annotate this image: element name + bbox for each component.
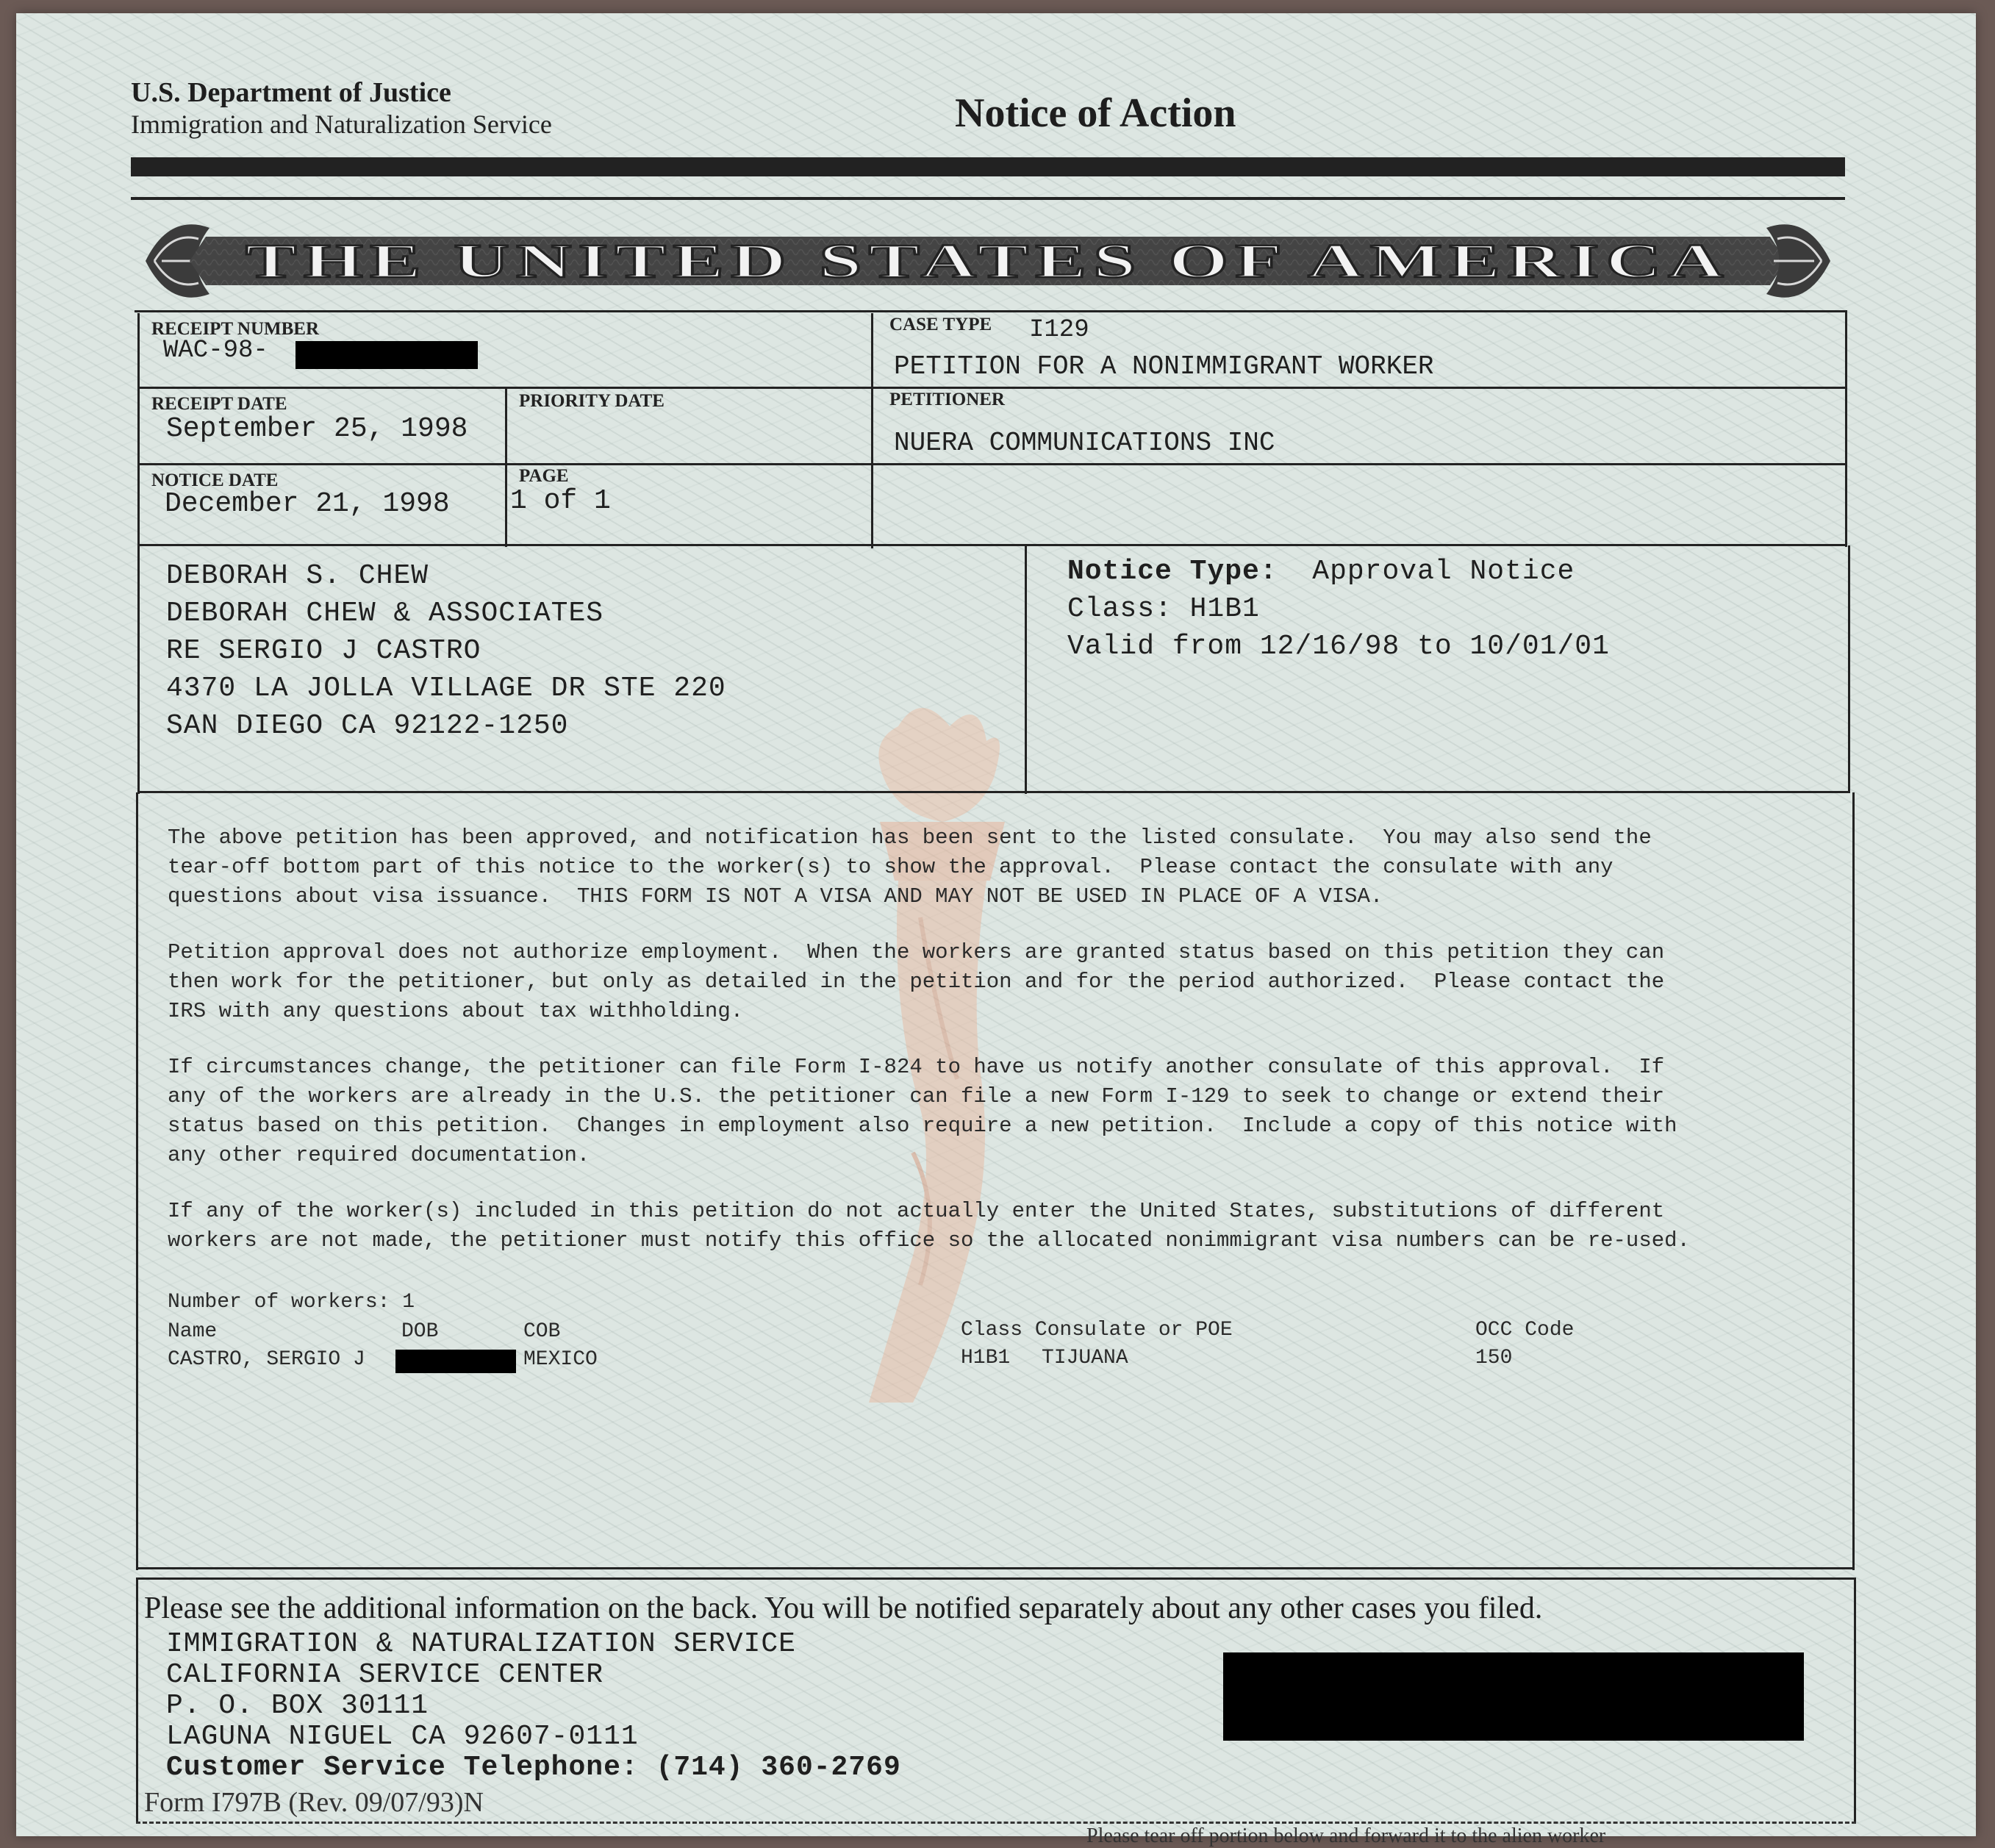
notice-class: Class: H1B1 <box>1067 593 1260 625</box>
page-label: PAGE <box>519 466 569 486</box>
service-center-address <box>166 1629 901 1783</box>
receipt-date-label: RECEIPT DATE <box>151 394 287 414</box>
office-line: CALIFORNIA SERVICE CENTER <box>166 1659 604 1691</box>
department-name: U.S. Department of Justice <box>131 77 451 108</box>
workers-count: Number of workers: 1 <box>168 1291 415 1314</box>
body-paragraph: If any of the worker(s) included in this petition do not actually enter the United States, substitutions of different workers are not made, the petitioner must notify this office so the allocated nonimmigrant visa numbers can be re-used. <box>168 1199 1690 1253</box>
redaction-block <box>296 341 478 369</box>
petitioner-label: PETITIONER <box>889 390 1005 409</box>
worker-consulate: TIJUANA <box>1042 1347 1128 1369</box>
additional-info-notice: Please see the additional information on the back. You will be notified separately about any other cases you filed. <box>144 1591 1543 1625</box>
usa-banner <box>140 206 1836 316</box>
banner-text: THE UNITED STATES OF AMERICA <box>246 234 1730 288</box>
header-rule-thick <box>131 157 1845 176</box>
receipt-number-label: RECEIPT NUMBER <box>151 319 320 339</box>
body-paragraph: The above petition has been approved, and notification has been sent to the listed consulate. You may also send the tear-off bottom part of this notice to the worker(s) to show the approval. Please contact the consulate with any questions about visa issuance. THIS FORM IS NOT A VISA AND MAY NOT BE USED IN PLACE OF A VISA. <box>168 825 1652 909</box>
notice-type-value: Approval Notice <box>1312 556 1575 587</box>
header-rule-thin <box>131 197 1845 200</box>
worker-occ: 150 <box>1475 1347 1513 1369</box>
body-paragraph: Petition approval does not authorize employment. When the workers are granted status based on this petition they can then work for the petitioner, but only as detailed in the petition and for the period authorized. Please contact the IRS with any questions about tax withholding. <box>168 940 1665 1023</box>
tear-off-instruction: Please tear off portion below and forward it to the alien worker <box>1086 1824 1606 1847</box>
body-paragraph: If circumstances change, the petitioner can file Form I-824 to have us notify another consulate of this approval. If any of the workers are already in the U.S. the petitioner can file a new Form I-129 to seek to change or extend their status based on this petition. Changes in employment also require a new petition. Include a copy of this notice with any other required documentation. <box>168 1055 1677 1167</box>
notice-validity: Valid from 12/16/98 to 10/01/01 <box>1067 631 1610 662</box>
tear-off-line <box>136 1822 1856 1824</box>
address-line: SAN DIEGO CA 92122-1250 <box>166 710 569 742</box>
page-value: 1 of 1 <box>510 485 611 517</box>
col-header-cob: COB <box>523 1320 561 1343</box>
receipt-date-value: September 25, 1998 <box>166 413 468 445</box>
agency-name: Immigration and Naturalization Service <box>131 110 552 139</box>
office-line: P. O. BOX 30111 <box>166 1690 429 1722</box>
office-line: IMMIGRATION & NATURALIZATION SERVICE <box>166 1628 796 1660</box>
worker-cob: MEXICO <box>523 1348 598 1371</box>
col-header-dob: DOB <box>401 1320 439 1343</box>
notice-type-label: Notice Type: <box>1067 556 1278 587</box>
notice-date-value: December 21, 1998 <box>165 488 450 520</box>
priority-date-label: PRIORITY DATE <box>519 391 665 411</box>
form-identifier: Form I797B (Rev. 09/07/93)N <box>144 1787 484 1818</box>
petitioner-value: NUERA COMMUNICATIONS INC <box>894 428 1275 458</box>
col-header-class-consulate: Class Consulate or POE <box>961 1319 1233 1342</box>
receipt-number-value: WAC-98- <box>163 337 268 365</box>
phone-number: (714) 360-2769 <box>656 1752 901 1783</box>
document-title: Notice of Action <box>955 90 1236 136</box>
case-description: PETITION FOR A NONIMMIGRANT WORKER <box>894 351 1434 382</box>
redaction-block <box>395 1350 516 1373</box>
right-ornament-icon <box>1766 224 1830 297</box>
address-line: DEBORAH S. CHEW <box>166 560 429 592</box>
address-line: RE SERGIO J CASTRO <box>166 635 481 667</box>
notice-summary <box>1067 553 1610 665</box>
phone-label: Customer Service Telephone: <box>166 1752 639 1783</box>
col-header-name: Name <box>168 1320 218 1343</box>
notice-document <box>16 13 1976 1847</box>
address-line: 4370 LA JOLLA VILLAGE DR STE 220 <box>166 673 726 704</box>
case-type-value: I129 <box>1029 316 1089 344</box>
col-header-occ: OCC Code <box>1475 1319 1575 1342</box>
worker-class: H1B1 <box>961 1347 1011 1369</box>
worker-name: CASTRO, SERGIO J <box>168 1348 365 1371</box>
address-line: DEBORAH CHEW & ASSOCIATES <box>166 598 604 629</box>
office-line: LAGUNA NIGUEL CA 92607-0111 <box>166 1721 639 1752</box>
redaction-block <box>1223 1652 1804 1741</box>
notice-date-label: NOTICE DATE <box>151 470 279 490</box>
case-type-label: CASE TYPE <box>889 315 992 334</box>
recipient-address <box>166 557 726 745</box>
